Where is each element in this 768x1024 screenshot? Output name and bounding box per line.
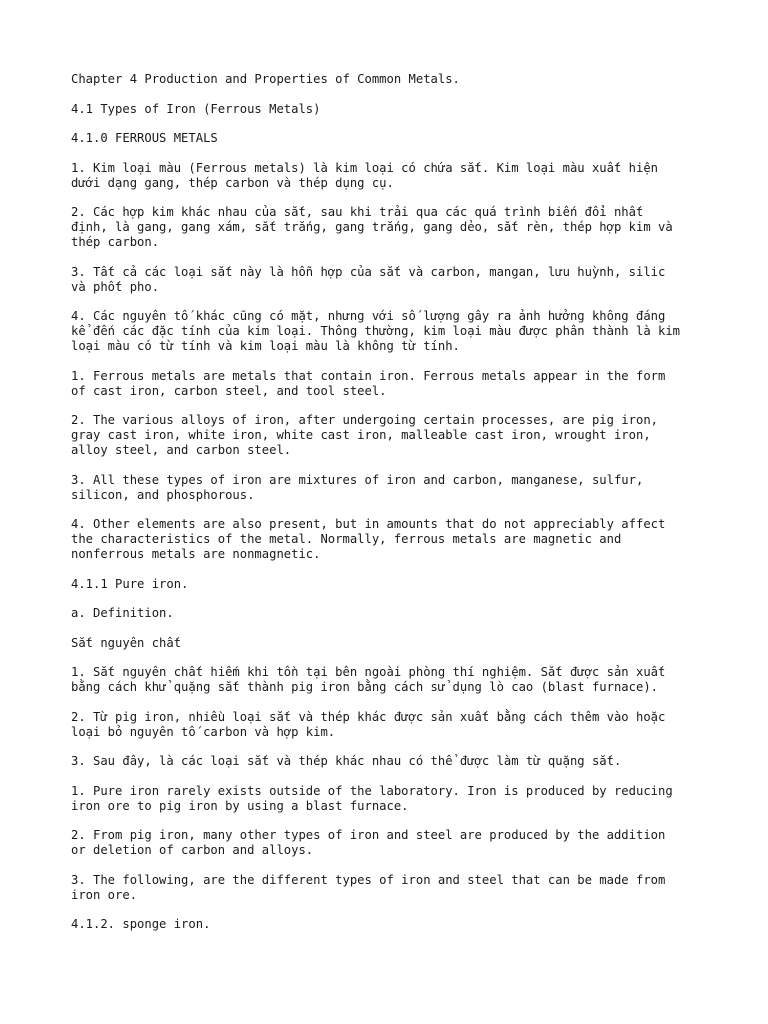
definition-label: a. Definition. xyxy=(71,606,174,620)
en-paragraph-5: 1. Pure iron rarely exists outside of the laboratory. Iron is produced by reducing iron ore to pig iron by using a blast furnace. xyxy=(71,783,673,813)
vi-paragraph-6: 2. Từ pig iron, nhiều loại sắt và thép khác được sản xuất bằng cách thêm vào hoặc loại bỏ nguyên tố carbon và hợp kim. xyxy=(71,709,666,739)
subsection-heading-sponge-iron: 4.1.2. sponge iron. xyxy=(71,917,211,931)
subsection-heading-pure-iron: 4.1.1 Pure iron. xyxy=(71,576,189,591)
vi-paragraph-1: 1. Kim loại màu (Ferrous metals) là kim loại có chứa sắt. Kim loại màu xuất hiện dưới dạng gang, thép carbon và thép dụng cụ. xyxy=(71,160,658,190)
en-paragraph-3: 3. All these types of iron are mixtures of iron and carbon, manganese, sulfur, silicon, and phosphorous. xyxy=(71,472,644,502)
en-paragraph-6: 2. From pig iron, many other types of iron and steel are produced by the addition or deletion of carbon and alloys. xyxy=(71,828,666,857)
vi-paragraph-2: 2. Các hợp kim khác nhau của sắt, sau khi trải qua các quá trình biến đổi nhất định, là gang, gang xám, sắt trắng, gang trắng, gang dẻo, sắt rèn, thép hợp kim và thép carbon. xyxy=(71,205,673,249)
vi-paragraph-7: 3. Sau đây, là các loại sắt và thép khác nhau có thể được làm từ quặng sắt. xyxy=(71,754,622,768)
en-paragraph-7: 3. The following, are the different types of iron and steel that can be made from iron ore. xyxy=(71,872,666,902)
en-paragraph-4: 4. Other elements are also present, but in amounts that do not appreciably affect the characteristics of the metal. Normally, ferrous metals are magnetic and nonferrous metals are nonmagnetic. xyxy=(71,517,666,561)
section-heading: 4.1 Types of Iron (Ferrous Metals) xyxy=(71,101,321,116)
subsection-heading: 4.1.0 FERROUS METALS xyxy=(71,131,218,145)
chapter-title: Chapter 4 Production and Properties of Common Metals. xyxy=(71,72,460,86)
en-paragraph-1: 1. Ferrous metals are metals that contain iron. Ferrous metals appear in the form of cast iron, carbon steel, and tool steel. xyxy=(71,368,666,398)
document-page xyxy=(71,72,711,947)
vi-paragraph-5: 1. Sắt nguyên chất hiếm khi tồn tại bên ngoài phòng thí nghiệm. Sắt được sản xuất bằng cách khử quặng sắt thành pig iron bằng cách sử dụng lò cao (blast furnace). xyxy=(71,665,666,694)
en-paragraph-2: 2. The various alloys of iron, after undergoing certain processes, are pig iron, gray cast iron, white iron, white cast iron, malleable cast iron, wrought iron, alloy steel, and carbon steel. xyxy=(71,413,658,457)
vi-paragraph-4: 4. Các nguyên tố khác cũng có mặt, nhưng với số lượng gây ra ảnh hưởng không đáng kể đến các đặc tính của kim loại. Thông thường, kim loại màu được phân thành là kim loại màu có từ tính và kim loại màu là không từ tính. xyxy=(71,309,681,353)
vi-heading-pure-iron: Sắt nguyên chất xyxy=(71,635,182,650)
vi-paragraph-3: 3. Tất cả các loại sắt này là hỗn hợp của sắt và carbon, mangan, lưu huỳnh, silic và phốt pho. xyxy=(71,264,666,294)
